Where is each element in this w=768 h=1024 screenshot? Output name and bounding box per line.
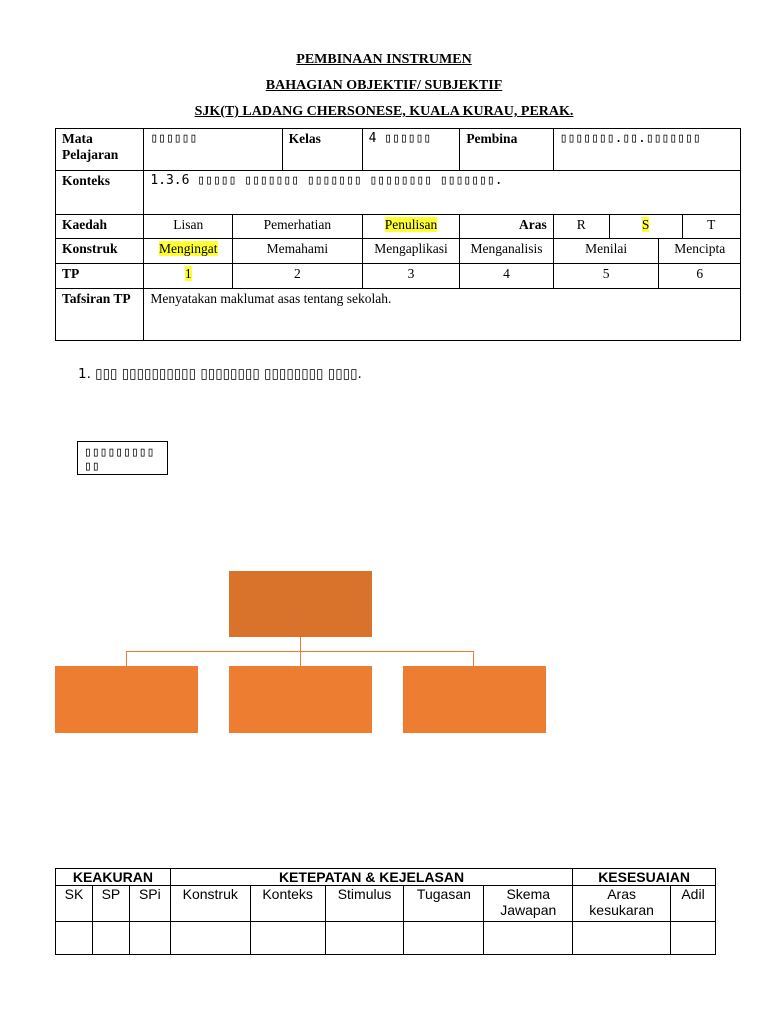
konstruk-label: Konstruk: [56, 239, 144, 264]
org-chart-child-box-2: [229, 666, 372, 733]
tafsiran-value: Menyatakan maklumat asas tentang sekolah.: [144, 289, 741, 341]
rubric-group-kesesuaian: KESESUAIAN: [573, 869, 716, 886]
tafsiran-label: Tafsiran TP: [56, 289, 144, 341]
kaedah-option-lisan: Lisan: [144, 215, 233, 239]
title-line-2: BAHAGIAN OBJEKTIF/ SUBJEKTIF: [265, 78, 503, 93]
rubric-cell-adil[interactable]: [671, 922, 716, 955]
org-chart-child-box-1: [55, 666, 198, 733]
org-chart-connector-right: [473, 651, 474, 666]
rubric-col-skema-jawapan: Skema Jawapan: [484, 886, 573, 922]
pembina-label: Pembina: [460, 129, 553, 171]
org-chart-connector-left: [126, 651, 127, 666]
konstruk-option-menganalisis: Menganalisis: [460, 239, 553, 264]
rubric-cell-spi[interactable]: [129, 922, 170, 955]
kaedah-option-penulisan: Penulisan: [362, 215, 460, 239]
rubric-col-tugasan: Tugasan: [404, 886, 484, 922]
konstruk-option-mengaplikasi: Mengaplikasi: [362, 239, 460, 264]
pembina-value: ▯▯▯▯▯▯▯.▯▯.▯▯▯▯▯▯▯: [553, 129, 740, 171]
title-line-1: PEMBINAAN INSTRUMEN: [296, 52, 472, 67]
konstruk-option-memahami: Memahami: [233, 239, 362, 264]
aras-option-r: R: [553, 215, 609, 239]
tp-option-1: 1: [144, 264, 233, 289]
aras-label: Aras: [460, 215, 553, 239]
konstruk-option-menilai: Menilai: [553, 239, 659, 264]
kaedah-option-pemerhatian: Pemerhatian: [233, 215, 362, 239]
rubric-group-ketepatan: KETEPATAN & KEJELASAN: [170, 869, 572, 886]
info-table: [55, 128, 741, 341]
rubric-cell-skema-jawapan[interactable]: [484, 922, 573, 955]
org-chart-top-box: [229, 571, 372, 637]
tp-option-4: 4: [460, 264, 553, 289]
rubric-cell-sp[interactable]: [92, 922, 129, 955]
mata-pelajaran-label: Mata Pelajaran: [56, 129, 144, 171]
rubric-cell-sk[interactable]: [56, 922, 93, 955]
org-chart-child-box-3: [403, 666, 546, 733]
tp-option-6: 6: [659, 264, 741, 289]
rubric-cell-konteks[interactable]: [250, 922, 325, 955]
rubric-col-sk: SK: [56, 886, 93, 922]
org-chart-connector-horizontal: [126, 651, 474, 652]
rubric-col-adil: Adil: [671, 886, 716, 922]
label-box: ▯▯▯▯▯▯▯▯▯▯▯: [77, 441, 168, 475]
title-line-3: SJK(T) LADANG CHERSONESE, KUALA KURAU, PERAK.: [194, 104, 574, 119]
tp-label: TP: [56, 264, 144, 289]
aras-option-t: T: [682, 215, 741, 239]
aras-option-s: S: [609, 215, 682, 239]
tp-option-3: 3: [362, 264, 460, 289]
rubric-group-keakuran: KEAKURAN: [56, 869, 171, 886]
rubric-col-stimulus: Stimulus: [325, 886, 404, 922]
rubric-cell-tugasan[interactable]: [404, 922, 484, 955]
rubric-col-spi: SPi: [129, 886, 170, 922]
rubric-col-aras-kesukaran: Aras kesukaran: [573, 886, 671, 922]
rubric-col-konstruk: Konstruk: [170, 886, 250, 922]
konteks-label: Konteks: [56, 171, 144, 215]
kelas-value: 4 ▯▯▯▯▯▯: [362, 129, 460, 171]
kaedah-label: Kaedah: [56, 215, 144, 239]
tp-option-5: 5: [553, 264, 659, 289]
rubric-cell-konstruk[interactable]: [170, 922, 250, 955]
rubric-col-sp: SP: [92, 886, 129, 922]
rubric-col-konteks: Konteks: [250, 886, 325, 922]
mata-pelajaran-value: ▯▯▯▯▯▯: [144, 129, 282, 171]
konteks-value: 1.3.6 ▯▯▯▯▯ ▯▯▯▯▯▯▯ ▯▯▯▯▯▯▯ ▯▯▯▯▯▯▯▯ ▯▯▯▯▯▯▯.: [144, 171, 741, 215]
konstruk-option-mengingat: Mengingat: [144, 239, 233, 264]
rubric-cell-stimulus[interactable]: [325, 922, 404, 955]
rubric-table: [55, 868, 716, 955]
konstruk-option-mencipta: Mencipta: [659, 239, 741, 264]
kelas-label: Kelas: [282, 129, 362, 171]
tp-option-2: 2: [233, 264, 362, 289]
question-text: 1. ▯▯▯ ▯▯▯▯▯▯▯▯▯▯ ▯▯▯▯▯▯▯▯ ▯▯▯▯▯▯▯▯ ▯▯▯▯.: [78, 366, 362, 382]
rubric-cell-aras-kesukaran[interactable]: [573, 922, 671, 955]
